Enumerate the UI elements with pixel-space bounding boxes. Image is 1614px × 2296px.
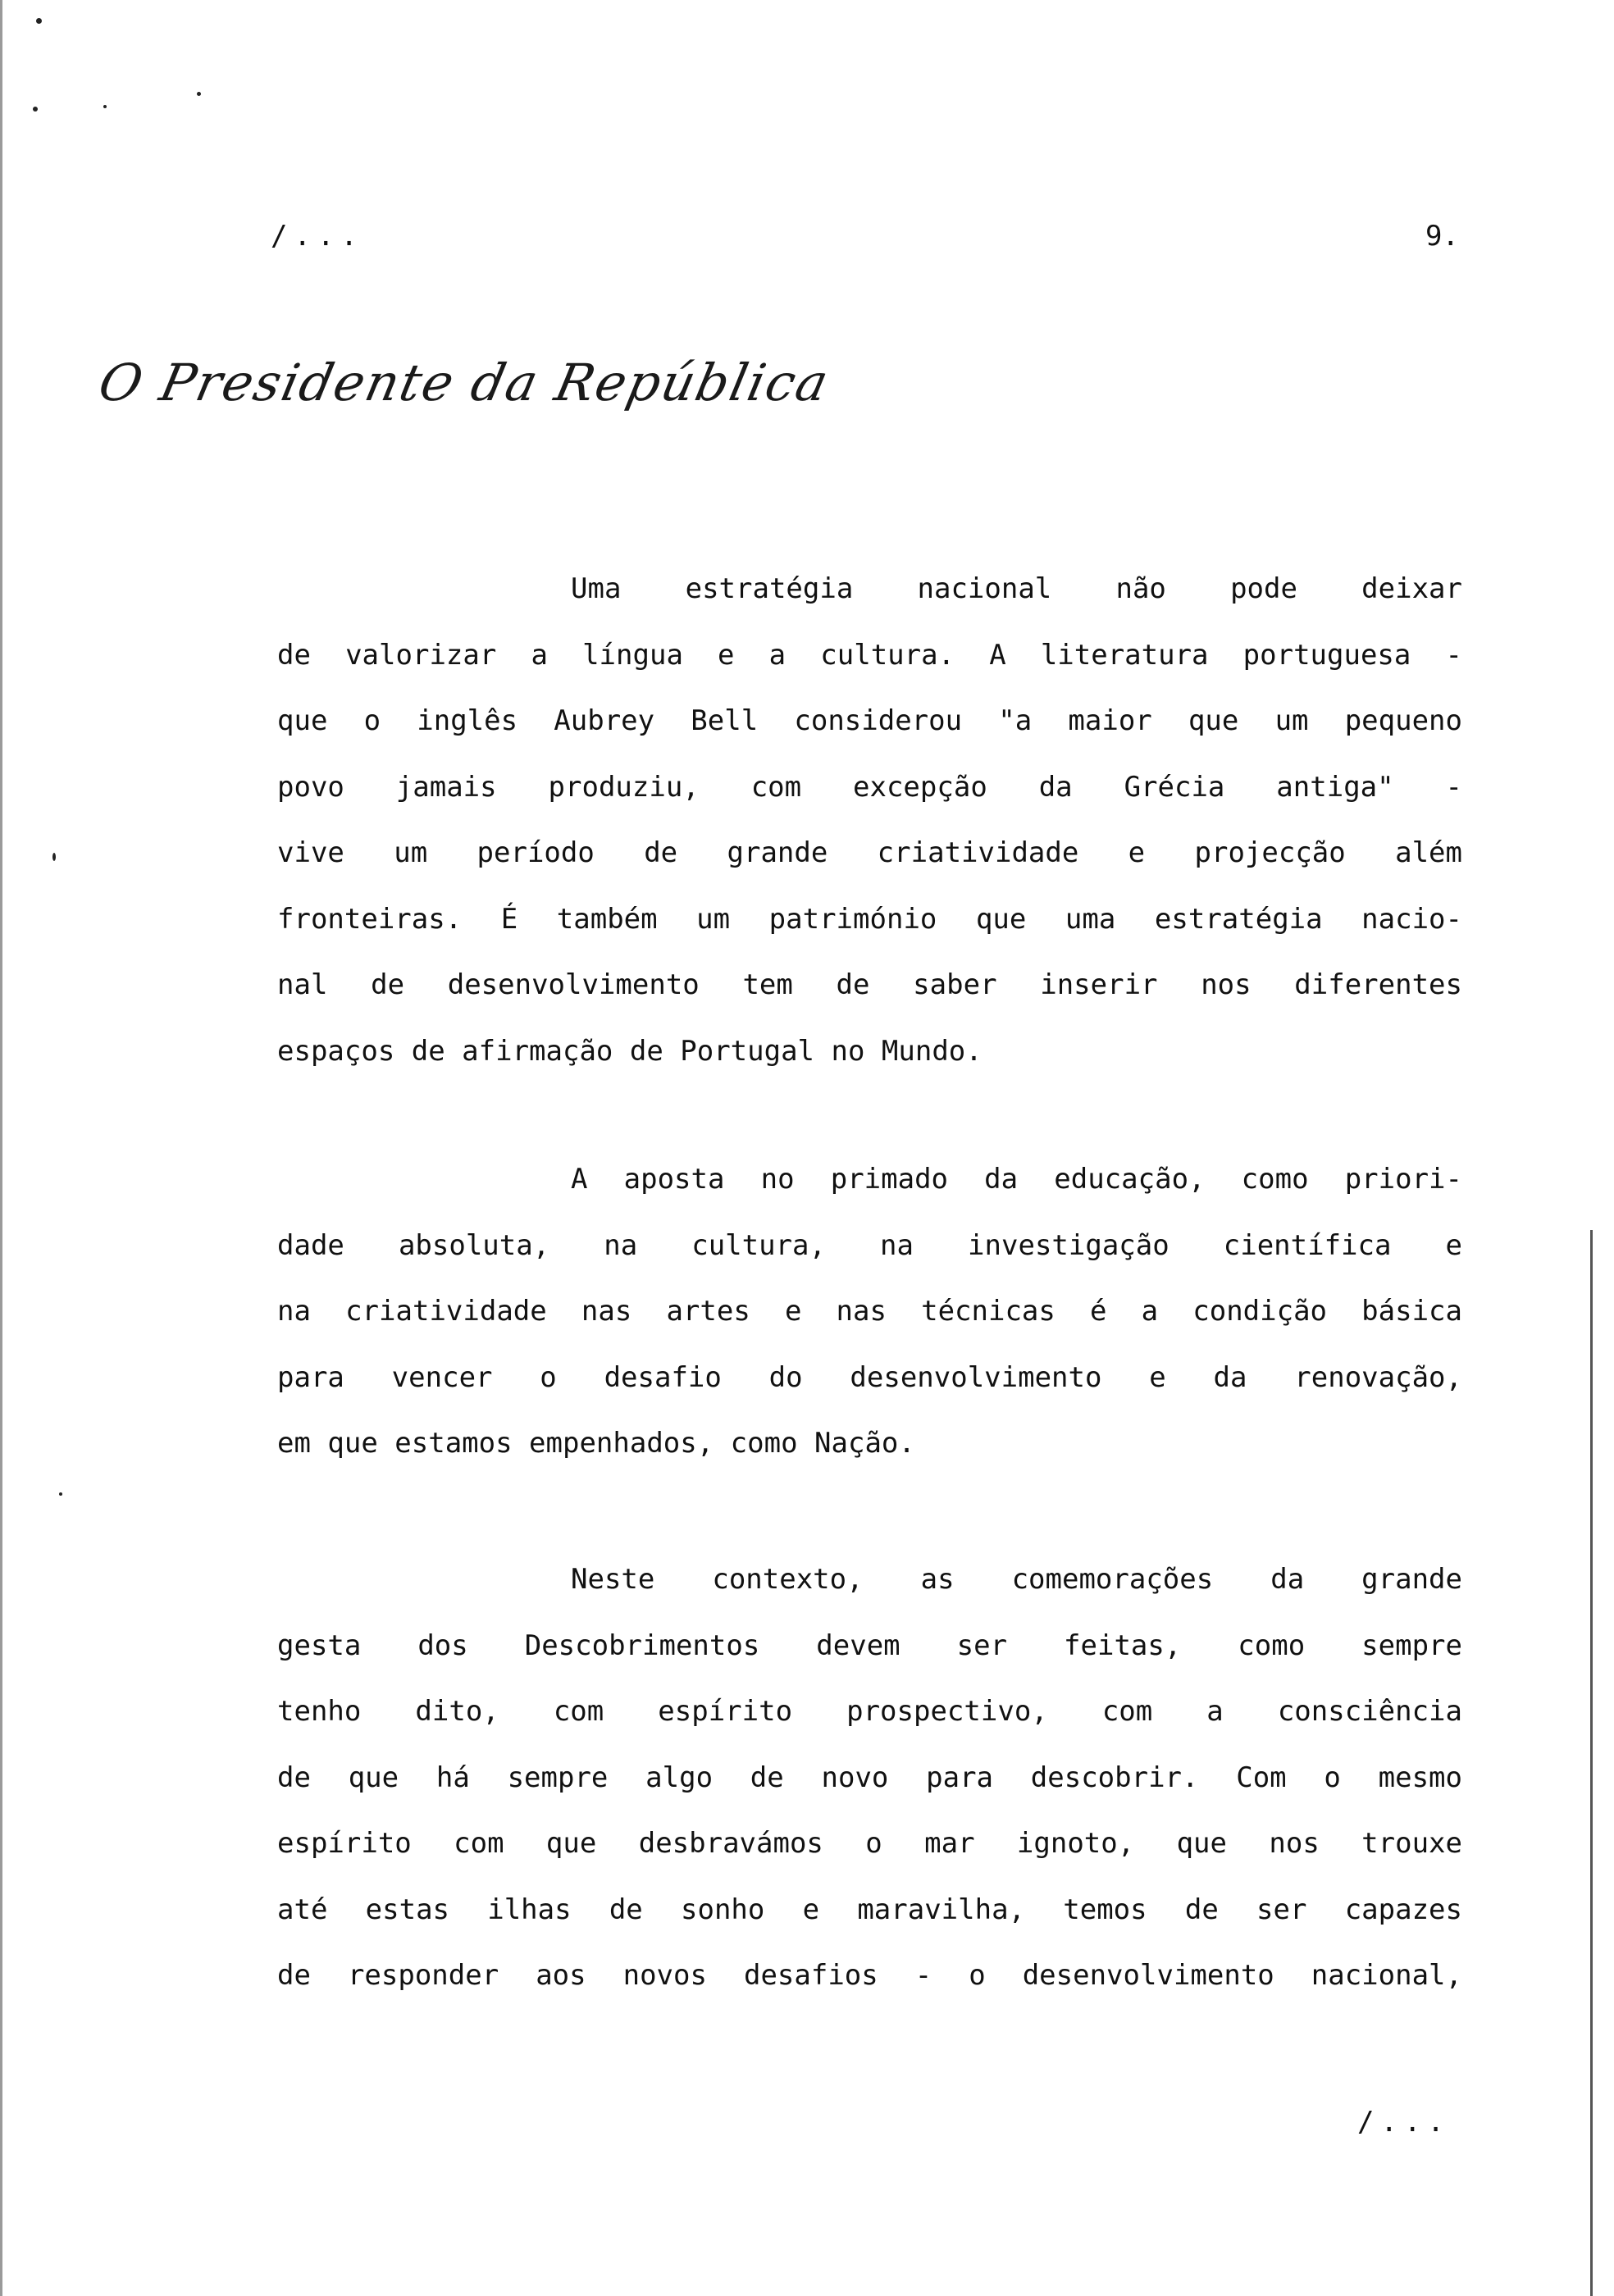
text-line: que o inglês Aubrey Bell considerou "a maior que um pequeno: [277, 704, 1462, 737]
text-line: de que há sempre algo de novo para descobrir. Com o mesmo: [277, 1761, 1462, 1794]
paragraph: [277, 1146, 1462, 1477]
scan-speck: [33, 107, 38, 112]
header-continued-marker: /...: [271, 220, 364, 253]
text-line: até estas ilhas de sonho e maravilha, temos de ser capazes: [277, 1893, 1462, 1926]
text-line: gesta dos Descobrimentos devem ser feitas, como sempre: [277, 1629, 1462, 1662]
text-line: Neste contexto, as comemorações da grande: [571, 1563, 1462, 1596]
scan-speck: [197, 92, 201, 96]
text-line: em que estamos empenhados, como Nação.: [277, 1427, 915, 1460]
scan-right-edge: [1590, 1230, 1593, 2296]
text-line: vive um período de grande criatividade e projecção além: [277, 836, 1462, 869]
letterhead-title: O Presidente da República: [93, 353, 836, 412]
page-number: 9.: [1425, 220, 1459, 253]
text-line: povo jamais produziu, com excepção da Grécia antiga" -: [277, 770, 1462, 804]
text-line: tenho dito, com espírito prospectivo, com a consciência: [277, 1695, 1462, 1728]
text-line: nal de desenvolvimento tem de saber inserir nos diferentes: [277, 968, 1462, 1001]
text-line: para vencer o desafio do desenvolvimento e da renovação,: [277, 1360, 1462, 1394]
text-line: fronteiras. É também um património que uma estratégia nacio-: [277, 902, 1462, 936]
text-line: de responder aos novos desafios - o desenvolvimento nacional,: [277, 1959, 1462, 1992]
scan-speck: [52, 853, 56, 861]
text-line: de valorizar a língua e a cultura. A literatura portuguesa -: [277, 638, 1462, 672]
text-line: A aposta no primado da educação, como priori-: [571, 1163, 1462, 1196]
scan-speck: [59, 1492, 62, 1496]
text-line: espaços de afirmação de Portugal no Mundo.: [277, 1034, 983, 1068]
scan-speck: [36, 18, 42, 24]
text-line: espírito com que desbravámos o mar ignoto, que nos trouxe: [277, 1827, 1462, 1860]
text-line: na criatividade nas artes e nas técnicas é a condição básica: [277, 1295, 1462, 1328]
text-line: Uma estratégia nacional não pode deixar: [571, 572, 1462, 605]
paragraph: [277, 1547, 1462, 2009]
footer-continued-marker: /...: [1357, 2106, 1451, 2139]
scan-left-edge: [0, 0, 2, 2296]
text-line: dade absoluta, na cultura, na investigação científica e: [277, 1228, 1462, 1262]
paragraph: [277, 556, 1462, 1084]
scan-speck: [103, 105, 107, 108]
